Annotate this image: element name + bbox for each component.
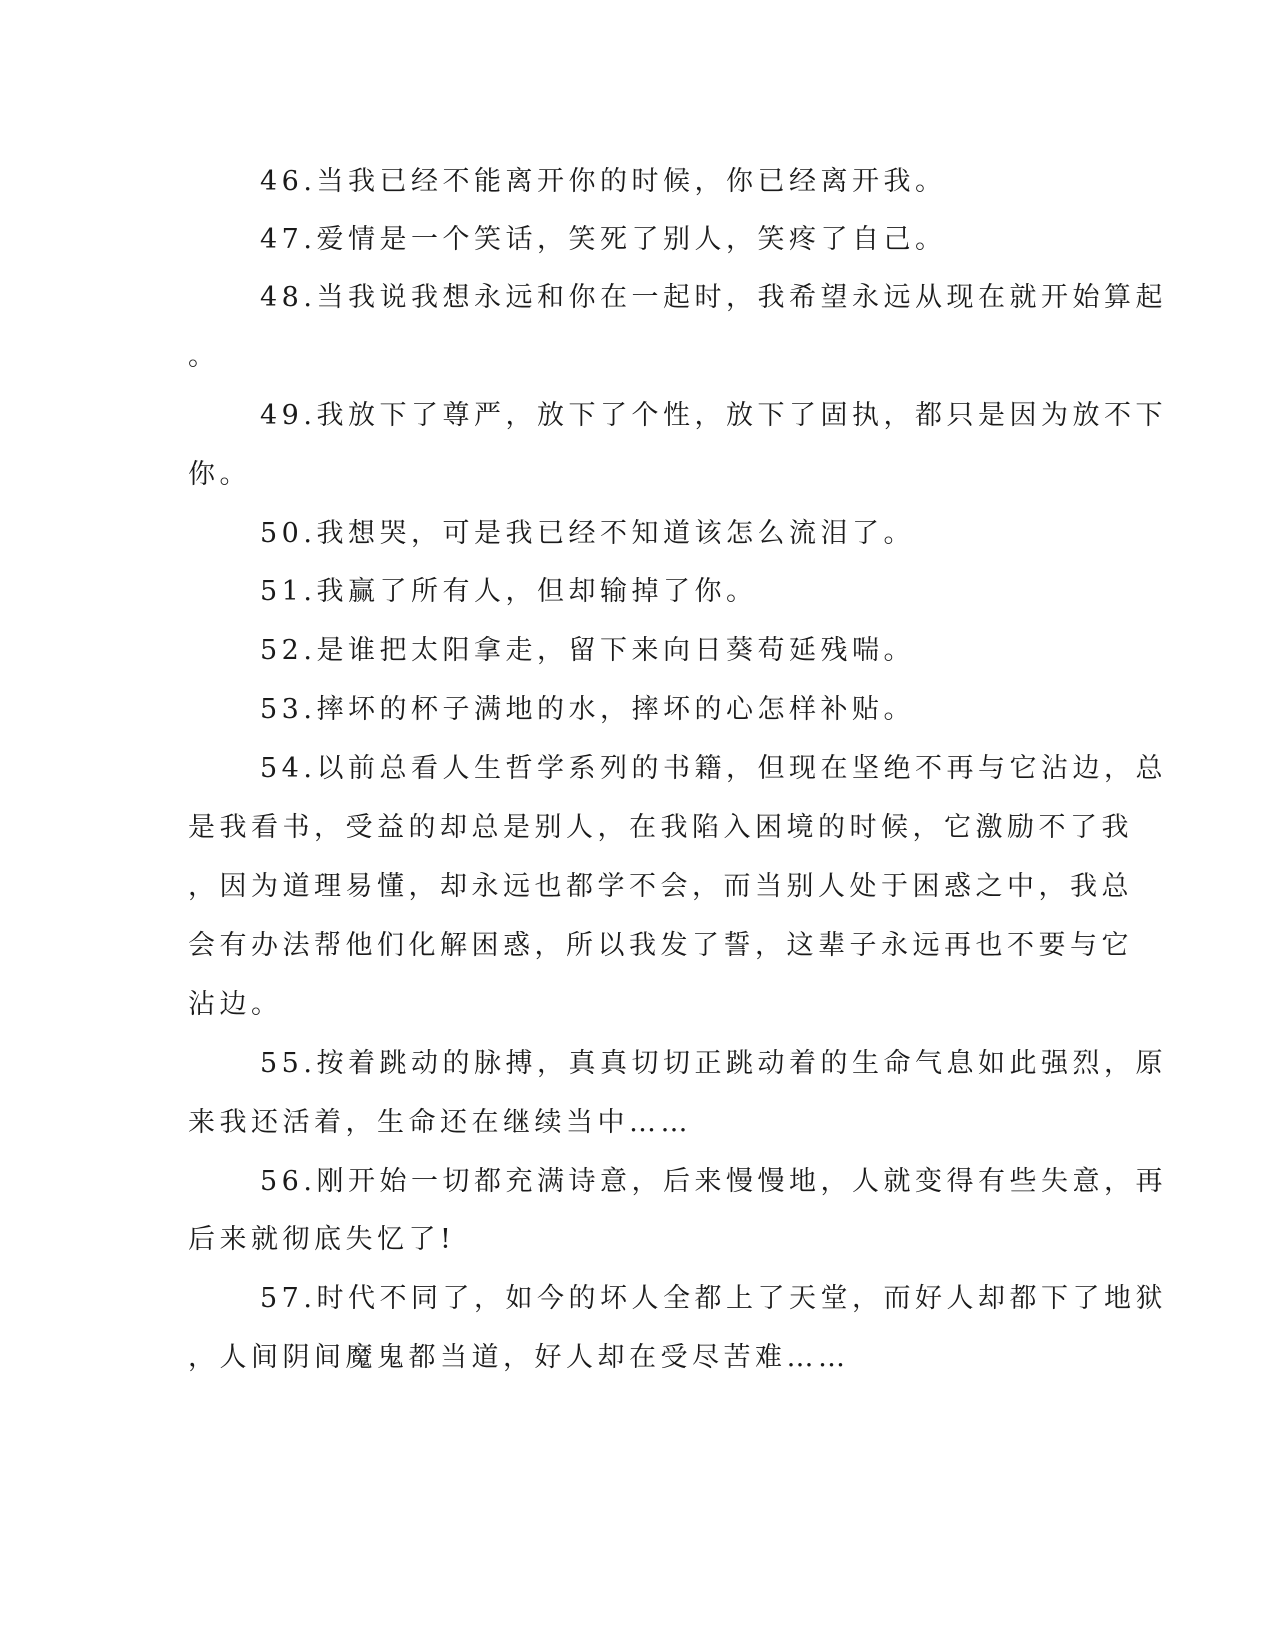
paragraph-48-line-1: 48.当我说我想永远和你在一起时，我希望永远从现在就开始算起 [260,282,1167,313]
paragraph-49-line-2: 你。 [188,459,251,490]
paragraph-53-line-1: 53.摔坏的杯子满地的水，摔坏的心怎样补贴。 [260,694,915,725]
paragraph-55-line-1: 55.按着跳动的脉搏，真真切切正跳动着的生命气息如此强烈，原 [260,1048,1167,1079]
paragraph-50-line-1: 50.我想哭，可是我已经不知道该怎么流泪了。 [260,518,915,549]
paragraph-49-line-1: 49.我放下了尊严，放下了个性，放下了固执，都只是因为放不下 [260,400,1167,431]
paragraph-54-line-4: 会有办法帮他们化解困惑，所以我发了誓，这辈子永远再也不要与它 [188,930,1133,961]
paragraph-54-line-2: 是我看书，受益的却总是别人，在我陷入困境的时候，它激励不了我 [188,812,1133,843]
paragraph-46-line-1: 46.当我已经不能离开你的时候，你已经离开我。 [260,166,947,197]
paragraph-57-line-1: 57.时代不同了，如今的坏人全都上了天堂，而好人却都下了地狱 [260,1283,1167,1314]
paragraph-52-line-1: 52.是谁把太阳拿走，留下来向日葵苟延残喘。 [260,635,915,666]
paragraph-55-line-2: 来我还活着，生命还在继续当中…… [188,1107,692,1138]
paragraph-51-line-1: 51.我赢了所有人，但却输掉了你。 [260,576,758,607]
paragraph-54-line-1: 54.以前总看人生哲学系列的书籍，但现在坚绝不再与它沾边，总 [260,753,1167,784]
paragraph-56-line-1: 56.刚开始一切都充满诗意，后来慢慢地，人就变得有些失意，再 [260,1166,1167,1197]
paragraph-54-line-5: 沾边。 [188,989,283,1020]
paragraph-48-line-2: 。 [188,341,220,372]
paragraph-57-line-2: ，人间阴间魔鬼都当道，好人却在受尽苦难…… [188,1342,850,1373]
paragraph-47-line-1: 47.爱情是一个笑话，笑死了别人，笑疼了自己。 [260,224,947,255]
paragraph-54-line-3: ，因为道理易懂，却永远也都学不会，而当别人处于困惑之中，我总 [188,871,1133,902]
paragraph-56-line-2: 后来就彻底失忆了! [188,1224,456,1255]
